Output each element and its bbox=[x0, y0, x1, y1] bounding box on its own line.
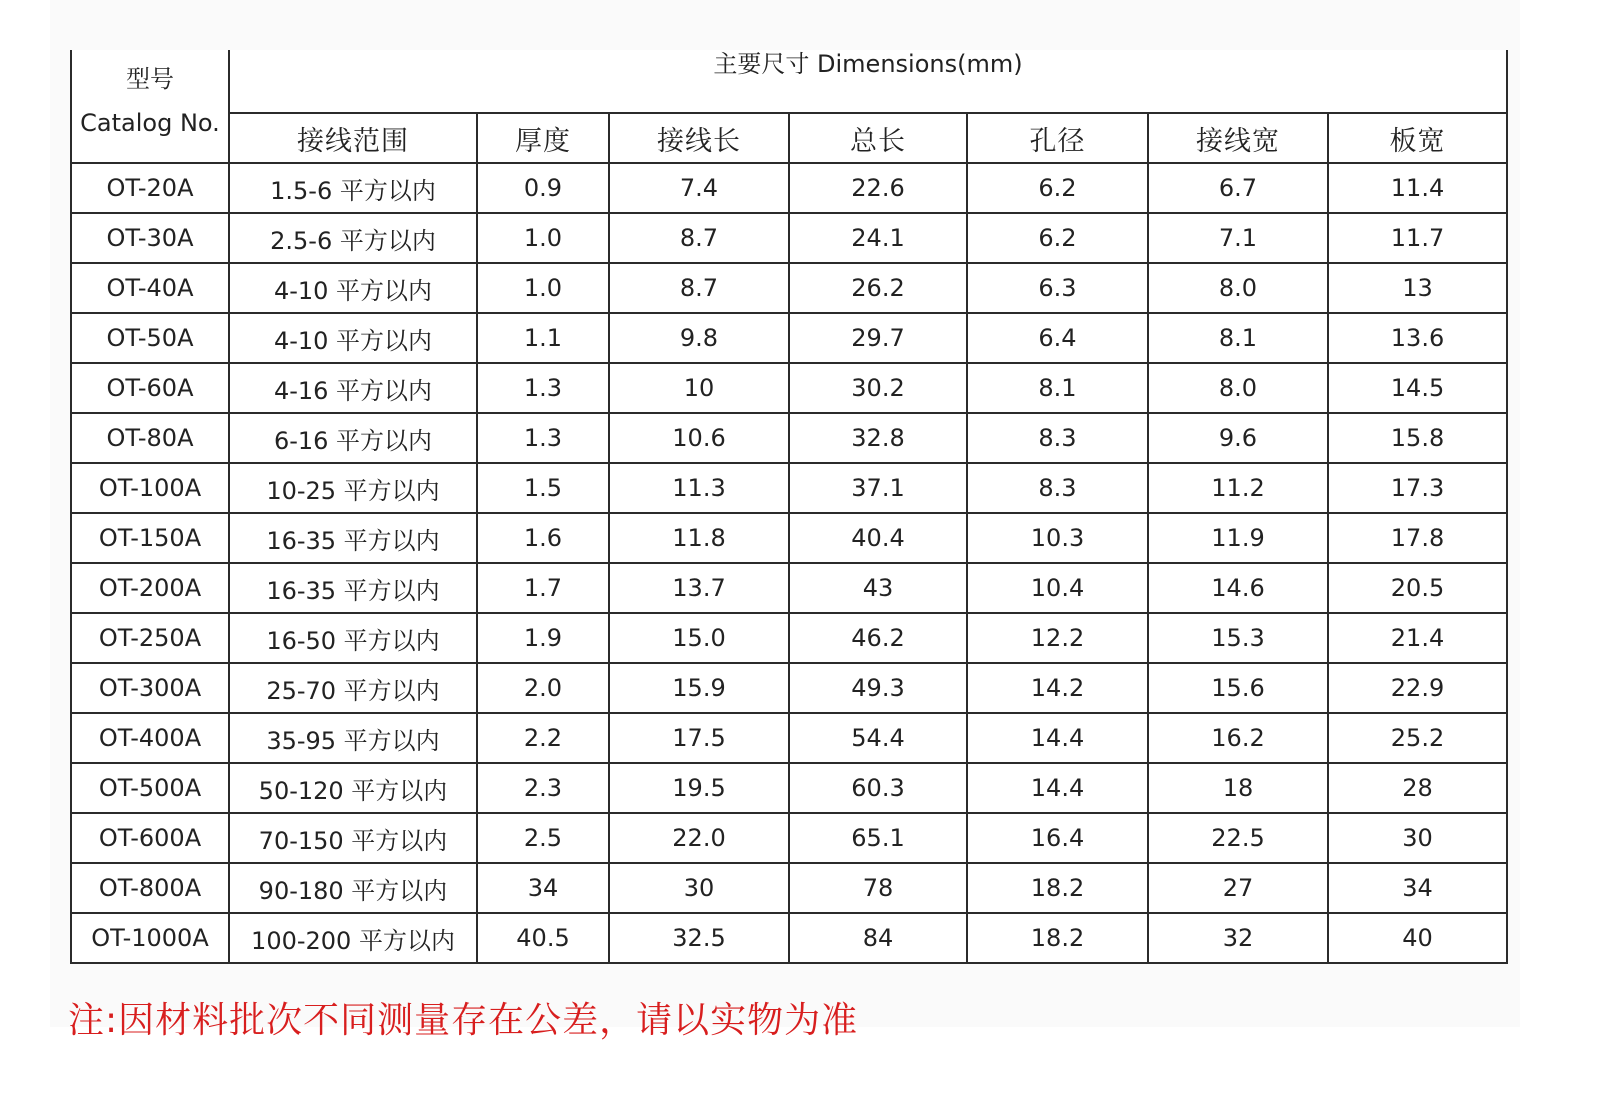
spec-sheet bbox=[50, 0, 1520, 1055]
dimension-cell: 2.0 bbox=[477, 663, 609, 713]
table-row bbox=[71, 613, 1507, 663]
dimension-cell: 25.2 bbox=[1328, 713, 1507, 763]
dimension-cell: 14.5 bbox=[1328, 363, 1507, 413]
table-row bbox=[71, 213, 1507, 263]
dimension-cell: 29.7 bbox=[789, 313, 967, 363]
dimension-cell: 22.9 bbox=[1328, 663, 1507, 713]
dimension-cell: 6.2 bbox=[967, 163, 1148, 213]
column-header: 总长 bbox=[789, 113, 967, 163]
dimension-cell: 15.9 bbox=[609, 663, 789, 713]
dimensions-table-wrapper bbox=[70, 50, 1506, 964]
catalog-no-cell: OT-800A bbox=[71, 863, 229, 913]
dimension-cell: 8.0 bbox=[1148, 263, 1328, 313]
table-row bbox=[71, 463, 1507, 513]
dimension-cell: 10 bbox=[609, 363, 789, 413]
dimension-cell: 13.7 bbox=[609, 563, 789, 613]
dimension-cell: 1.7 bbox=[477, 563, 609, 613]
dimension-cell: 1.5 bbox=[477, 463, 609, 513]
wire-range-cell: 90-180 平方以内 bbox=[229, 863, 477, 913]
table-row bbox=[71, 313, 1507, 363]
dimension-cell: 49.3 bbox=[789, 663, 967, 713]
dimension-cell: 8.7 bbox=[609, 263, 789, 313]
dimension-cell: 28 bbox=[1328, 763, 1507, 813]
dimension-cell: 22.6 bbox=[789, 163, 967, 213]
wire-range-cell: 2.5-6 平方以内 bbox=[229, 213, 477, 263]
dimension-cell: 11.9 bbox=[1148, 513, 1328, 563]
dimension-cell: 6.7 bbox=[1148, 163, 1328, 213]
wire-range-cell: 6-16 平方以内 bbox=[229, 413, 477, 463]
dimension-cell: 17.8 bbox=[1328, 513, 1507, 563]
table-row bbox=[71, 413, 1507, 463]
dimension-cell: 9.6 bbox=[1148, 413, 1328, 463]
table-row bbox=[71, 563, 1507, 613]
wire-range-cell: 1.5-6 平方以内 bbox=[229, 163, 477, 213]
column-header: 孔径 bbox=[967, 113, 1148, 163]
dimension-cell: 0.9 bbox=[477, 163, 609, 213]
dimension-cell: 6.2 bbox=[967, 213, 1148, 263]
dimension-cell: 1.6 bbox=[477, 513, 609, 563]
dimension-cell: 8.1 bbox=[1148, 313, 1328, 363]
dimension-cell: 14.2 bbox=[967, 663, 1148, 713]
column-header: 接线范围 bbox=[229, 113, 477, 163]
catalog-no-header bbox=[71, 50, 229, 163]
dimension-cell: 8.3 bbox=[967, 413, 1148, 463]
wire-range-cell: 25-70 平方以内 bbox=[229, 663, 477, 713]
wire-range-cell: 50-120 平方以内 bbox=[229, 763, 477, 813]
dimension-cell: 14.6 bbox=[1148, 563, 1328, 613]
dimension-cell: 32 bbox=[1148, 913, 1328, 963]
dimension-cell: 7.1 bbox=[1148, 213, 1328, 263]
catalog-no-cell: OT-80A bbox=[71, 413, 229, 463]
dimension-cell: 22.5 bbox=[1148, 813, 1328, 863]
wire-range-cell: 16-35 平方以内 bbox=[229, 563, 477, 613]
catalog-no-cell: OT-50A bbox=[71, 313, 229, 363]
dimension-cell: 10.4 bbox=[967, 563, 1148, 613]
catalog-no-cell: OT-400A bbox=[71, 713, 229, 763]
dimension-cell: 18 bbox=[1148, 763, 1328, 813]
dimension-cell: 60.3 bbox=[789, 763, 967, 813]
dimension-cell: 13 bbox=[1328, 263, 1507, 313]
dimension-cell: 1.3 bbox=[477, 363, 609, 413]
dimension-cell: 11.4 bbox=[1328, 163, 1507, 213]
dimension-cell: 40.4 bbox=[789, 513, 967, 563]
catalog-no-cell: OT-40A bbox=[71, 263, 229, 313]
dimension-cell: 30 bbox=[1328, 813, 1507, 863]
dimension-cell: 13.6 bbox=[1328, 313, 1507, 363]
dimension-cell: 14.4 bbox=[967, 713, 1148, 763]
column-header: 板宽 bbox=[1328, 113, 1507, 163]
wire-range-cell: 16-35 平方以内 bbox=[229, 513, 477, 563]
dimension-cell: 11.2 bbox=[1148, 463, 1328, 513]
dimension-cell: 11.3 bbox=[609, 463, 789, 513]
catalog-no-cell: OT-60A bbox=[71, 363, 229, 413]
dimension-cell: 1.3 bbox=[477, 413, 609, 463]
dimension-cell: 2.5 bbox=[477, 813, 609, 863]
catalog-no-cell: OT-600A bbox=[71, 813, 229, 863]
dimension-cell: 2.3 bbox=[477, 763, 609, 813]
dimension-cell: 37.1 bbox=[789, 463, 967, 513]
dimension-cell: 1.0 bbox=[477, 263, 609, 313]
dimension-cell: 1.0 bbox=[477, 213, 609, 263]
dimension-cell: 8.7 bbox=[609, 213, 789, 263]
wire-range-cell: 100-200 平方以内 bbox=[229, 913, 477, 963]
dimension-cell: 21.4 bbox=[1328, 613, 1507, 663]
dimensions-table bbox=[70, 50, 1508, 964]
wire-range-cell: 10-25 平方以内 bbox=[229, 463, 477, 513]
dimension-cell: 40 bbox=[1328, 913, 1507, 963]
dimension-cell: 14.4 bbox=[967, 763, 1148, 813]
catalog-no-cell: OT-20A bbox=[71, 163, 229, 213]
dimension-cell: 10.3 bbox=[967, 513, 1148, 563]
wire-range-cell: 35-95 平方以内 bbox=[229, 713, 477, 763]
dimension-cell: 1.9 bbox=[477, 613, 609, 663]
catalog-no-cell: OT-30A bbox=[71, 213, 229, 263]
dimension-cell: 15.3 bbox=[1148, 613, 1328, 663]
table-header-row-columns bbox=[71, 113, 1507, 163]
table-row bbox=[71, 913, 1507, 963]
catalog-no-cell: OT-250A bbox=[71, 613, 229, 663]
dimension-cell: 34 bbox=[1328, 863, 1507, 913]
dimension-cell: 22.0 bbox=[609, 813, 789, 863]
dimensions-header-label: 主要尺寸 Dimensions(mm) bbox=[713, 50, 1023, 78]
dimension-cell: 16.2 bbox=[1148, 713, 1328, 763]
dimension-cell: 17.3 bbox=[1328, 463, 1507, 513]
catalog-header-cn: 型号 bbox=[126, 65, 174, 93]
dimension-cell: 17.5 bbox=[609, 713, 789, 763]
dimension-cell: 30.2 bbox=[789, 363, 967, 413]
table-header-row-top bbox=[71, 50, 1507, 113]
wire-range-cell: 4-10 平方以内 bbox=[229, 313, 477, 363]
dimension-cell: 65.1 bbox=[789, 813, 967, 863]
catalog-no-cell: OT-500A bbox=[71, 763, 229, 813]
dimension-cell: 20.5 bbox=[1328, 563, 1507, 613]
dimension-cell: 15.8 bbox=[1328, 413, 1507, 463]
dimension-cell: 8.1 bbox=[967, 363, 1148, 413]
dimension-cell: 54.4 bbox=[789, 713, 967, 763]
column-header: 厚度 bbox=[477, 113, 609, 163]
tolerance-note: 注:因材料批次不同测量存在公差，请以实物为准 bbox=[68, 1000, 859, 1041]
catalog-no-cell: OT-100A bbox=[71, 463, 229, 513]
dimension-cell: 18.2 bbox=[967, 913, 1148, 963]
dimension-cell: 26.2 bbox=[789, 263, 967, 313]
dimension-cell: 7.4 bbox=[609, 163, 789, 213]
dimension-cell: 43 bbox=[789, 563, 967, 613]
dimension-cell: 9.8 bbox=[609, 313, 789, 363]
table-row bbox=[71, 863, 1507, 913]
dimension-cell: 46.2 bbox=[789, 613, 967, 663]
dimension-cell: 11.7 bbox=[1328, 213, 1507, 263]
table-body bbox=[71, 163, 1507, 963]
dimension-cell: 1.1 bbox=[477, 313, 609, 363]
dimension-cell: 84 bbox=[789, 913, 967, 963]
table-row bbox=[71, 163, 1507, 213]
dimension-cell: 78 bbox=[789, 863, 967, 913]
dimension-cell: 40.5 bbox=[477, 913, 609, 963]
dimension-cell: 19.5 bbox=[609, 763, 789, 813]
wire-range-cell: 4-10 平方以内 bbox=[229, 263, 477, 313]
dimension-cell: 8.3 bbox=[967, 463, 1148, 513]
catalog-no-cell: OT-1000A bbox=[71, 913, 229, 963]
table-row bbox=[71, 763, 1507, 813]
table-row bbox=[71, 663, 1507, 713]
dimension-cell: 11.8 bbox=[609, 513, 789, 563]
dimension-cell: 6.4 bbox=[967, 313, 1148, 363]
catalog-no-cell: OT-150A bbox=[71, 513, 229, 563]
dimension-cell: 30 bbox=[609, 863, 789, 913]
dimension-cell: 18.2 bbox=[967, 863, 1148, 913]
table-row bbox=[71, 813, 1507, 863]
dimension-cell: 15.6 bbox=[1148, 663, 1328, 713]
table-row bbox=[71, 363, 1507, 413]
dimension-cell: 32.5 bbox=[609, 913, 789, 963]
catalog-header-en: Catalog No. bbox=[80, 109, 220, 137]
dimension-cell: 8.0 bbox=[1148, 363, 1328, 413]
dimension-cell: 10.6 bbox=[609, 413, 789, 463]
table-row bbox=[71, 713, 1507, 763]
dimension-cell: 12.2 bbox=[967, 613, 1148, 663]
catalog-no-cell: OT-300A bbox=[71, 663, 229, 713]
dimension-cell: 27 bbox=[1148, 863, 1328, 913]
column-header: 接线宽 bbox=[1148, 113, 1328, 163]
dimensions-header bbox=[229, 50, 1507, 113]
dimension-cell: 24.1 bbox=[789, 213, 967, 263]
dimension-cell: 6.3 bbox=[967, 263, 1148, 313]
dimension-cell: 32.8 bbox=[789, 413, 967, 463]
wire-range-cell: 4-16 平方以内 bbox=[229, 363, 477, 413]
dimension-cell: 34 bbox=[477, 863, 609, 913]
table-row bbox=[71, 513, 1507, 563]
column-header: 接线长 bbox=[609, 113, 789, 163]
wire-range-cell: 70-150 平方以内 bbox=[229, 813, 477, 863]
dimension-cell: 16.4 bbox=[967, 813, 1148, 863]
dimension-cell: 2.2 bbox=[477, 713, 609, 763]
wire-range-cell: 16-50 平方以内 bbox=[229, 613, 477, 663]
table-row bbox=[71, 263, 1507, 313]
catalog-no-cell: OT-200A bbox=[71, 563, 229, 613]
dimension-cell: 15.0 bbox=[609, 613, 789, 663]
